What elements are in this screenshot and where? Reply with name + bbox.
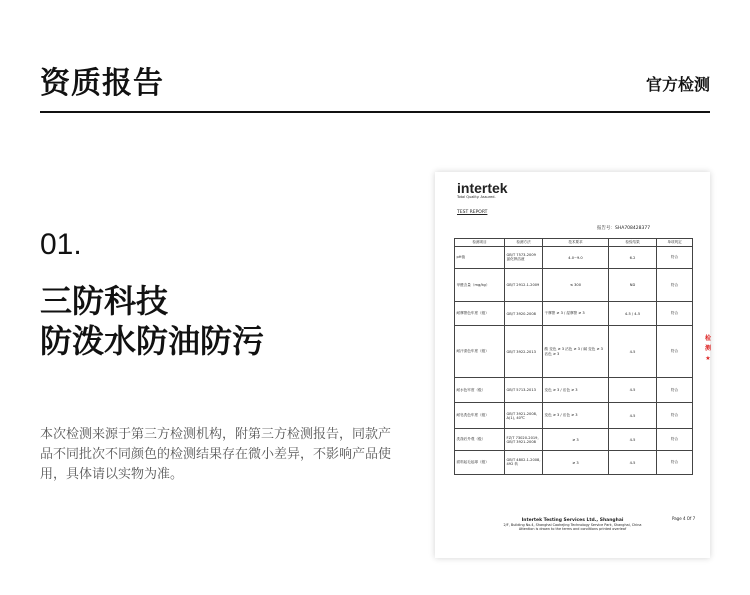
table-cell: 符合 <box>657 451 693 475</box>
table-cell: 洗涤后外观（级） <box>455 429 505 451</box>
table-cell: GB/T 3920-2008 <box>505 302 543 326</box>
table-cell: 4-5 <box>609 326 657 378</box>
column-header: 检验结果 <box>609 239 657 247</box>
page-subtitle: 官方检测 <box>645 75 710 94</box>
table-row <box>455 378 693 403</box>
table-cell: GB/T 3921-2008, A(1), 40℃ <box>505 403 543 429</box>
table-cell: 4-5 <box>609 403 657 429</box>
table-cell: 符合 <box>657 378 693 403</box>
table-cell: 6.2 <box>609 247 657 269</box>
logo-tagline: Total Quality. Assured. <box>457 195 496 199</box>
red-stamp: 检测★ <box>704 335 711 362</box>
report-table <box>454 238 693 475</box>
page-title: 资质报告 <box>40 66 164 101</box>
table-cell: 耐汗渍色牢度（级） <box>455 326 505 378</box>
column-header: 检测项目 <box>455 239 505 247</box>
section-description: 本次检测来源于第三方检测机构，附第三方检测报告，同款产品不同批次不同颜色的检测结果存在微小差异，不影响产品使用，具体请以实物为准。 <box>40 427 392 482</box>
report-footer <box>435 519 710 531</box>
report-number: 报告号：SHA708428377 <box>597 226 651 231</box>
table-cell: 耐水色牢度（级） <box>455 378 505 403</box>
table-cell: 符合 <box>657 302 693 326</box>
table-cell: 符合 <box>657 247 693 269</box>
table-row <box>455 326 693 378</box>
table-cell: 符合 <box>657 429 693 451</box>
table-row <box>455 302 693 326</box>
intertek-logo: intertek <box>457 180 508 196</box>
table-cell: 变色 ≥ 3 / 沾色 ≥ 3 <box>543 378 609 403</box>
section-heading-secondary: 防泼水防油防污 <box>40 322 265 360</box>
column-header: 单项判定 <box>657 239 693 247</box>
table-cell: 4.0~9.0 <box>543 247 609 269</box>
table-cell: FZ/T 73020-2019, GB/T 3921-2008 <box>505 429 543 451</box>
column-header: 检测方法 <box>505 239 543 247</box>
table-cell: GB/T 4802.1-2008, 492 转 <box>505 451 543 475</box>
table-cell: 甲醛含量（mg/kg） <box>455 269 505 302</box>
table-cell: GB/T 3922-2013 <box>505 326 543 378</box>
table-cell: 4-5 <box>609 378 657 403</box>
table-cell: 干摩擦 ≥ 3 / 湿摩擦 ≥ 3 <box>543 302 609 326</box>
table-cell: GB/T 7573-2009 氯化钾溶液 <box>505 247 543 269</box>
section-number: 01. <box>40 228 82 261</box>
table-cell: 符合 <box>657 403 693 429</box>
test-report-image <box>435 172 710 558</box>
column-header: 技术要求 <box>543 239 609 247</box>
table-cell: pH值 <box>455 247 505 269</box>
header-divider <box>40 111 710 113</box>
table-row <box>455 451 693 475</box>
report-label: TEST REPORT <box>457 210 488 215</box>
table-cell: 面料起毛起球（级） <box>455 451 505 475</box>
table-cell: ND <box>609 269 657 302</box>
table-cell: 符合 <box>657 269 693 302</box>
table-cell: 4-5 <box>609 429 657 451</box>
table-cell: 耐皂洗色牢度（级） <box>455 403 505 429</box>
table-cell: 4-5 / 4-5 <box>609 302 657 326</box>
table-header-row <box>455 239 693 247</box>
table-row <box>455 429 693 451</box>
table-cell: 变色 ≥ 3 / 沾色 ≥ 3 <box>543 403 609 429</box>
page-number: Page 4 Of 7 <box>672 516 696 521</box>
table-cell: ≥ 3 <box>543 451 609 475</box>
table-cell: GB/T 5713-2013 <box>505 378 543 403</box>
table-row <box>455 403 693 429</box>
table-cell: 耐摩擦色牢度（级） <box>455 302 505 326</box>
table-cell: 酸 变色 ≥ 3 沾色 ≥ 3 / 碱 变色 ≥ 3 沾色 ≥ 3 <box>543 326 609 378</box>
table-cell: ≤ 300 <box>543 269 609 302</box>
table-cell: ≥ 3 <box>543 429 609 451</box>
table-row <box>455 269 693 302</box>
table-cell: 4-5 <box>609 451 657 475</box>
footer-note: Attention is drawn to the terms and conditions printed overleaf <box>518 527 627 531</box>
table-cell: GB/T 2912.1-2009 <box>505 269 543 302</box>
footer-address: 2/F, Building No.4, Shanghai Caohejing Technology Service Park, Shanghai, China <box>503 523 642 527</box>
footer-company: Intertek Testing Services Ltd., Shanghai <box>521 518 624 523</box>
table-cell: 符合 <box>657 326 693 378</box>
table-row <box>455 247 693 269</box>
section-heading-primary: 三防科技 <box>40 282 169 320</box>
